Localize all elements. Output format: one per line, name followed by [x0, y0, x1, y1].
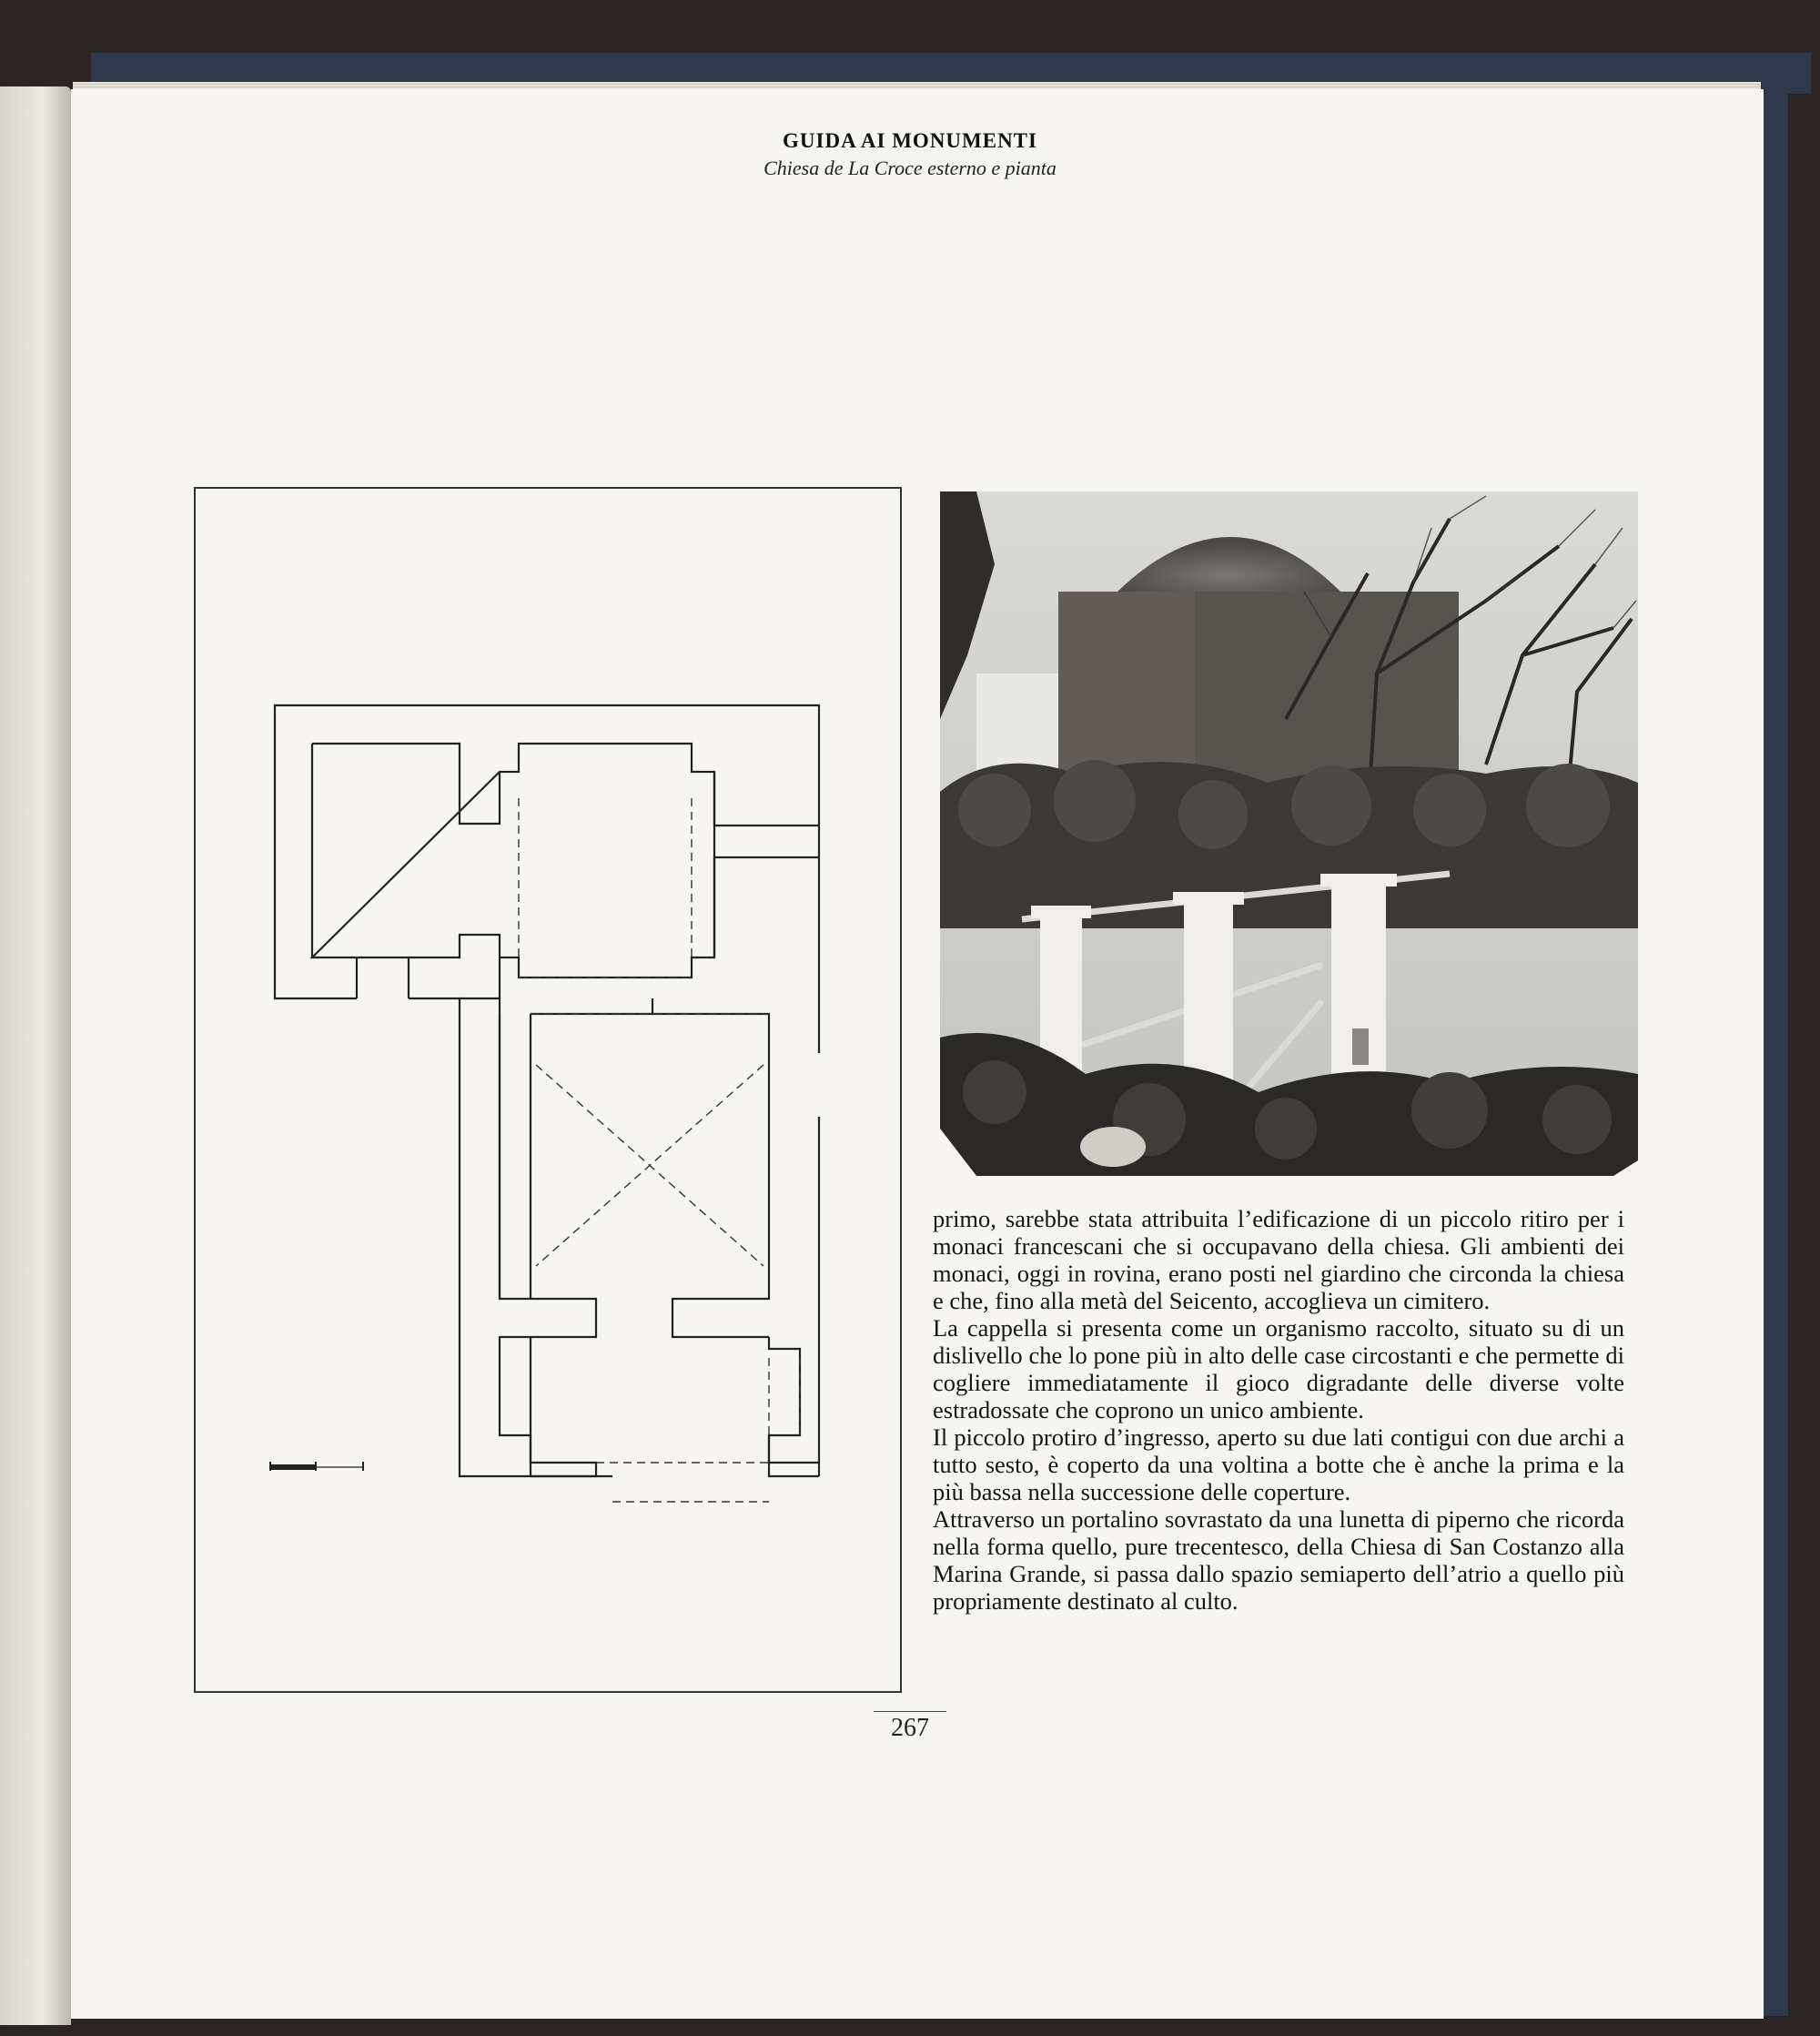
- book-cover-right: [1761, 86, 1788, 2016]
- paragraph: Attraverso un portalino sovrastato da una lunetta di piperno che ricorda nella forma quello, pure trecentesco, della Chiesa di San Costanzo alla Marina Grande, si passa dallo spazio semiaperto dell’atrio a quello più propriamente destinato al culto.: [933, 1505, 1624, 1615]
- floor-plan-figure: [194, 487, 902, 1693]
- paragraph: La cappella si presenta come un organismo raccolto, situato su di un dislivello che lo pone più in alto delle case circostanti e che permette di cogliere immediatamente il gioco digradante delle diverse volte estradossate che coprono un unico ambiente.: [933, 1314, 1624, 1423]
- page-number: 267: [874, 1711, 946, 1743]
- scale-bar: [270, 1462, 363, 1471]
- paragraph: Il piccolo protiro d’ingresso, aperto su due lati contigui con due archi a tutto sesto, è coperto da una voltina a botte che è anche la prima e la più bassa nella successione delle coperture.: [933, 1423, 1624, 1505]
- body-text: [933, 1205, 1624, 1615]
- running-header-title: GUIDA AI MONUMENTI: [783, 129, 1037, 152]
- running-header-subtitle: Chiesa de La Croce esterno e pianta: [763, 157, 1057, 179]
- paragraph: primo, sarebbe stata attribuita l’edificazione di un piccolo ritiro per i monaci francescani che si occupavano della chiesa. Gli ambienti dei monaci, oggi in rovina, erano posti nel giardino che circonda la chiesa e che, fino alla metà del Seicento, accoglieva un cimitero.: [933, 1205, 1624, 1314]
- facing-page-edge: [0, 86, 71, 2025]
- floor-plan-drawing: [196, 489, 900, 1691]
- church-exterior-photo: [940, 491, 1638, 1176]
